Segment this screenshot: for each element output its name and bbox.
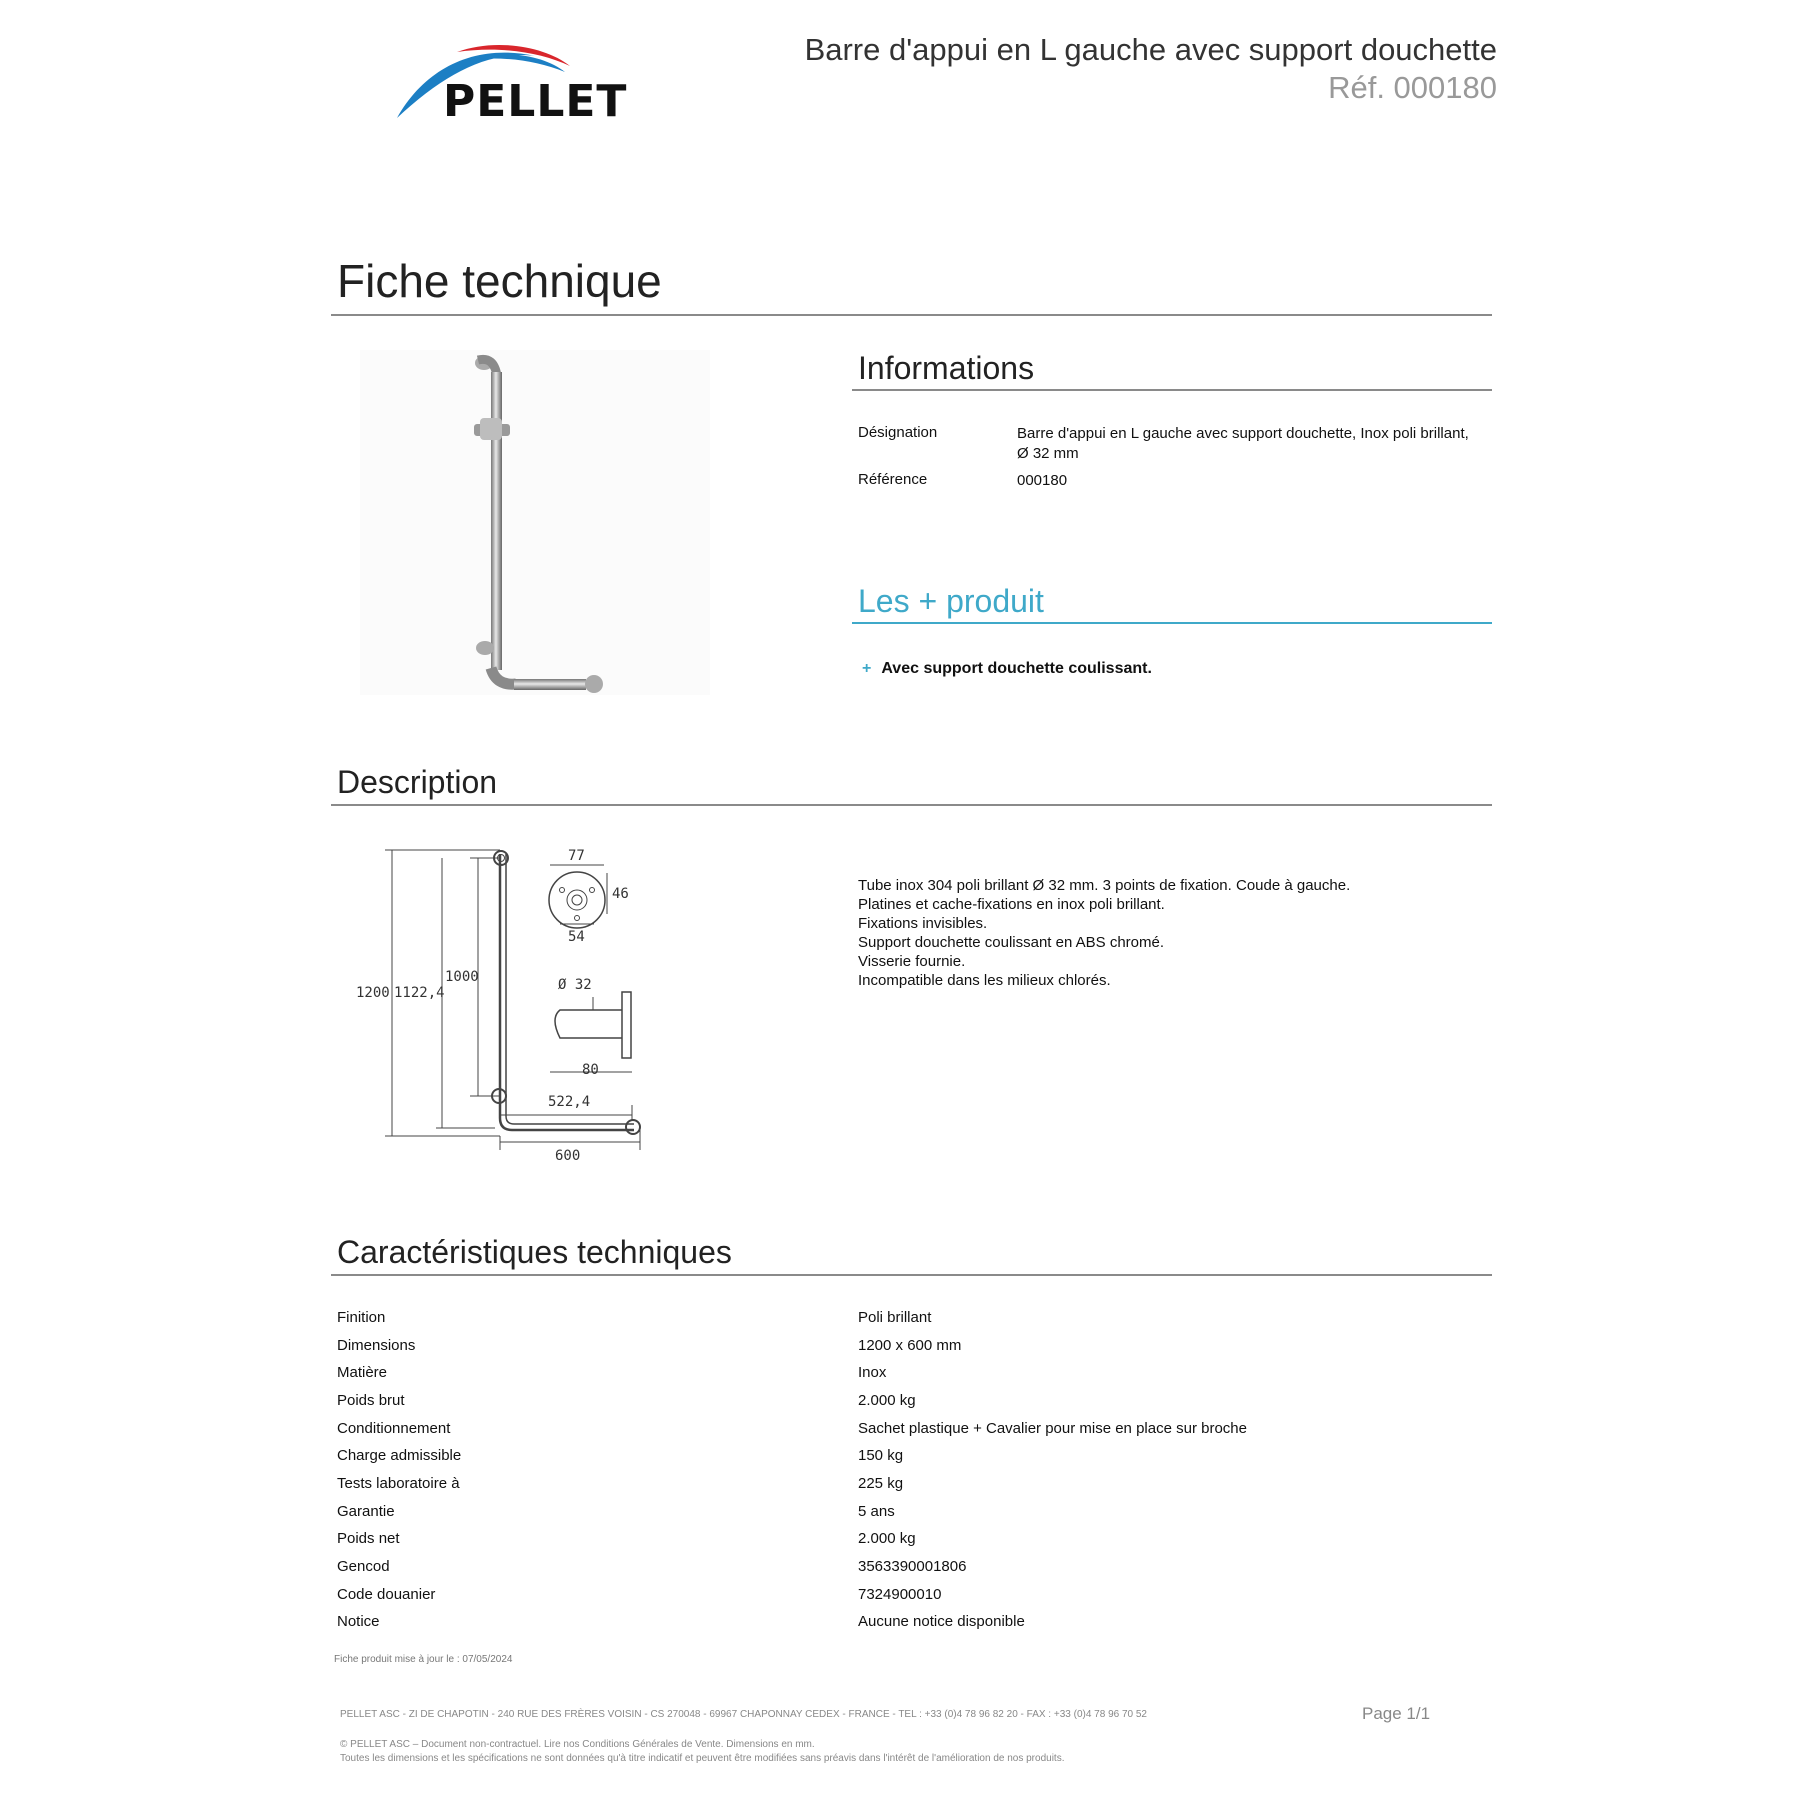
- spec-value: 150 kg: [858, 1447, 904, 1464]
- dim-80: 80: [582, 1062, 599, 1078]
- plus-produit-heading: Les + produit: [858, 583, 1044, 619]
- footer-legal-line: Toutes les dimensions et les spécifications ne sont données qu'à titre indicatif et peuvent être modifiées sans préavis dans l'intérêt de l'amélioration de nos produits.: [340, 1753, 1065, 1764]
- description-line: Tube inox 304 poli brillant Ø 32 mm. 3 points de fixation. Coude à gauche.: [858, 877, 1351, 894]
- info-value-line: Ø 32 mm: [1017, 445, 1079, 462]
- technical-drawing: [350, 840, 650, 1165]
- info-value-reference: 000180: [1017, 472, 1068, 489]
- informations-heading: Informations: [858, 350, 1035, 386]
- footer-legal-line: © PELLET ASC – Document non-contractuel. Lire nos Conditions Générales de Vente. Dimensions en mm.: [340, 1739, 815, 1750]
- description-text: [858, 876, 1350, 990]
- info-value-designation: [1017, 424, 1469, 464]
- spec-value: Poli brillant: [858, 1309, 932, 1326]
- page-title: Fiche technique: [337, 255, 662, 307]
- description-line: Platines et cache-fixations en inox poli brillant.: [858, 896, 1165, 913]
- spec-value: 1200 x 600 mm: [858, 1337, 962, 1354]
- spec-label: Code douanier: [337, 1586, 436, 1603]
- info-label-designation: Désignation: [858, 424, 938, 441]
- description-line: Incompatible dans les milieux chlorés.: [858, 972, 1111, 989]
- divider: [852, 622, 1492, 624]
- product-photo: [360, 350, 710, 695]
- spec-label: Poids net: [337, 1530, 400, 1547]
- description-heading: Description: [337, 764, 498, 800]
- spec-label: Poids brut: [337, 1392, 405, 1409]
- dim-600: 600: [555, 1148, 581, 1164]
- brand-name: PELLET: [443, 76, 628, 127]
- footer-address: PELLET ASC - ZI DE CHAPOTIN - 240 RUE DES FRÈRES VOISIN - CS 270048 - 69967 CHAPONNAY CEDEX - FRANCE - TEL : +33 (0)4 78 96 82 20 - FAX : +33 (0)4 78 96 70 52: [340, 1709, 1147, 1720]
- dim-d32: Ø 32: [558, 977, 592, 993]
- spec-label: Notice: [337, 1613, 380, 1630]
- info-value-line: Barre d'appui en L gauche avec support douchette, Inox poli brillant,: [1017, 425, 1469, 442]
- spec-value: 3563390001806: [858, 1558, 967, 1575]
- header-title: Barre d'appui en L gauche avec support douchette: [804, 32, 1497, 67]
- spec-value: 225 kg: [858, 1475, 904, 1492]
- spec-label: Dimensions: [337, 1337, 416, 1354]
- spec-label: Gencod: [337, 1558, 390, 1575]
- divider: [852, 389, 1492, 391]
- dim-77: 77: [568, 848, 585, 864]
- spec-value: 5 ans: [858, 1503, 895, 1520]
- spec-value: 7324900010: [858, 1586, 942, 1603]
- spec-label: Garantie: [337, 1503, 395, 1520]
- spec-value: Aucune notice disponible: [858, 1613, 1025, 1630]
- spec-label: Matière: [337, 1364, 388, 1381]
- spec-value: 2.000 kg: [858, 1392, 916, 1409]
- footer-legal: [340, 1738, 1064, 1766]
- divider: [331, 804, 1492, 806]
- plus-produit-item: [862, 660, 1152, 678]
- spec-label: Conditionnement: [337, 1420, 451, 1437]
- plus-produit-text: Avec support douchette coulissant.: [881, 660, 1152, 677]
- spec-label: Finition: [337, 1309, 386, 1326]
- caracteristiques-heading: Caractéristiques techniques: [337, 1234, 732, 1270]
- brand-logo: [395, 38, 640, 128]
- spec-value: 2.000 kg: [858, 1530, 916, 1547]
- dim-1122: 1122,4: [394, 985, 445, 1001]
- dim-1000: 1000: [445, 969, 479, 985]
- divider: [331, 1274, 1492, 1276]
- spec-value: Sachet plastique + Cavalier pour mise en place sur broche: [858, 1420, 1247, 1437]
- description-line: Support douchette coulissant en ABS chromé.: [858, 934, 1165, 951]
- header-reference: Réf. 000180: [1328, 70, 1497, 105]
- divider: [331, 314, 1492, 316]
- dim-46: 46: [612, 886, 629, 902]
- description-line: Visserie fournie.: [858, 953, 966, 970]
- info-label-reference: Référence: [858, 471, 928, 488]
- dim-522: 522,4: [548, 1094, 591, 1110]
- dim-1200: 1200: [356, 985, 390, 1001]
- plus-icon: +: [862, 660, 872, 677]
- spec-value: Inox: [858, 1364, 887, 1381]
- page-number: Page 1/1: [1362, 1704, 1431, 1723]
- update-date: Fiche produit mise à jour le : 07/05/2024: [334, 1654, 513, 1665]
- spec-label: Tests laboratoire à: [337, 1475, 460, 1492]
- dim-54: 54: [568, 929, 585, 945]
- description-line: Fixations invisibles.: [858, 915, 988, 932]
- spec-label: Charge admissible: [337, 1447, 462, 1464]
